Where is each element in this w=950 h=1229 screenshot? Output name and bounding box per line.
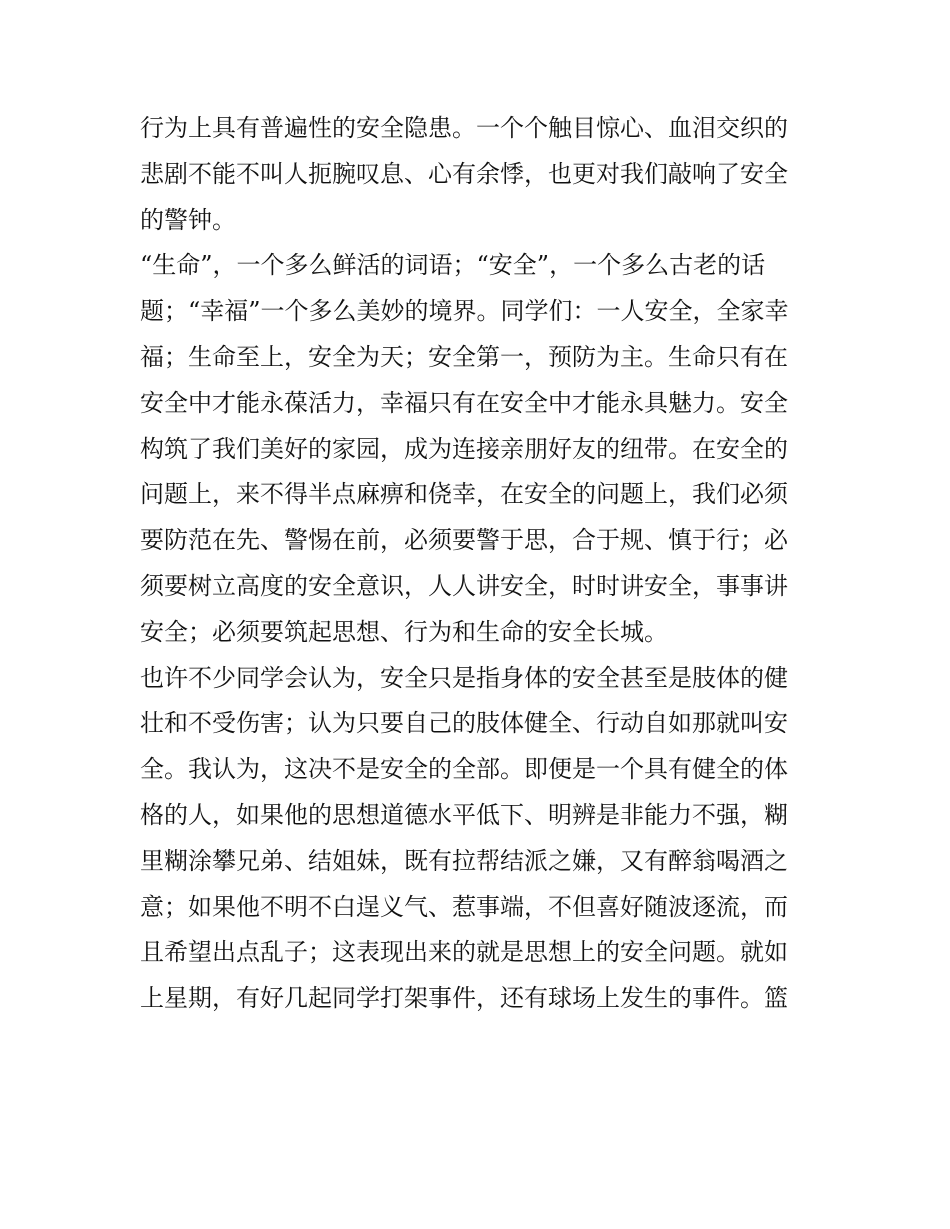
- text-line: 问题上，来不得半点麻痹和侥幸，在安全的问题上，我们必须: [140, 480, 788, 509]
- text-line: 须要树立高度的安全意识，人人讲安全，时时讲安全，事事讲: [140, 571, 788, 600]
- text-line: 安全中才能永葆活力，幸福只有在安全中才能永具魅力。安全: [140, 388, 788, 417]
- body-text: [140, 106, 820, 1022]
- text-line: 里糊涂攀兄弟、结姐妹，既有拉帮结派之嫌，又有醉翁喝酒之: [140, 846, 788, 875]
- text-line: 行为上具有普遍性的安全隐患。一个个触目惊心、血泪交织的: [140, 114, 788, 142]
- text-line: 格的人，如果他的思想道德水平低下、明辨是非能力不强，糊: [140, 800, 788, 829]
- text-line: 安全；必须要筑起思想、行为和生命的安全长城。: [140, 617, 668, 646]
- text-line: 全。我认为，这决不是安全的全部。即便是一个具有健全的体: [140, 755, 788, 784]
- text-line: 题；“幸福”一个多么美妙的境界。同学们：一人安全，全家幸: [140, 297, 789, 326]
- text-line: 悲剧不能不叫人扼腕叹息、心有余悸，也更对我们敲响了安全: [140, 159, 788, 188]
- text-line: “生命”，一个多么鲜活的词语；“安全”，一个多么古老的话: [140, 251, 766, 280]
- text-line: 意；如果他不明不白逞义气、惹事端，不但喜好随波逐流，而: [140, 892, 788, 921]
- text-line: 福；生命至上，安全为天；安全第一，预防为主。生命只有在: [140, 342, 788, 371]
- text-line: 壮和不受伤害；认为只要自己的肢体健全、行动自如那就叫安: [140, 709, 788, 738]
- text-line: 且希望出点乱子；这表现出来的就是思想上的安全问题。就如: [140, 938, 788, 967]
- text-line: 上星期，有好几起同学打架事件，还有球场上发生的事件。篮: [140, 984, 788, 1013]
- text-line: 也许不少同学会认为，安全只是指身体的安全甚至是肢体的健: [140, 663, 788, 692]
- text-line: 的警钟。: [140, 205, 236, 234]
- text-line: 要防范在先、警惕在前，必须要警于思，合于规、慎于行；必: [140, 526, 788, 555]
- text-line: 构筑了我们美好的家园，成为连接亲朋好友的纽带。在安全的: [140, 434, 788, 463]
